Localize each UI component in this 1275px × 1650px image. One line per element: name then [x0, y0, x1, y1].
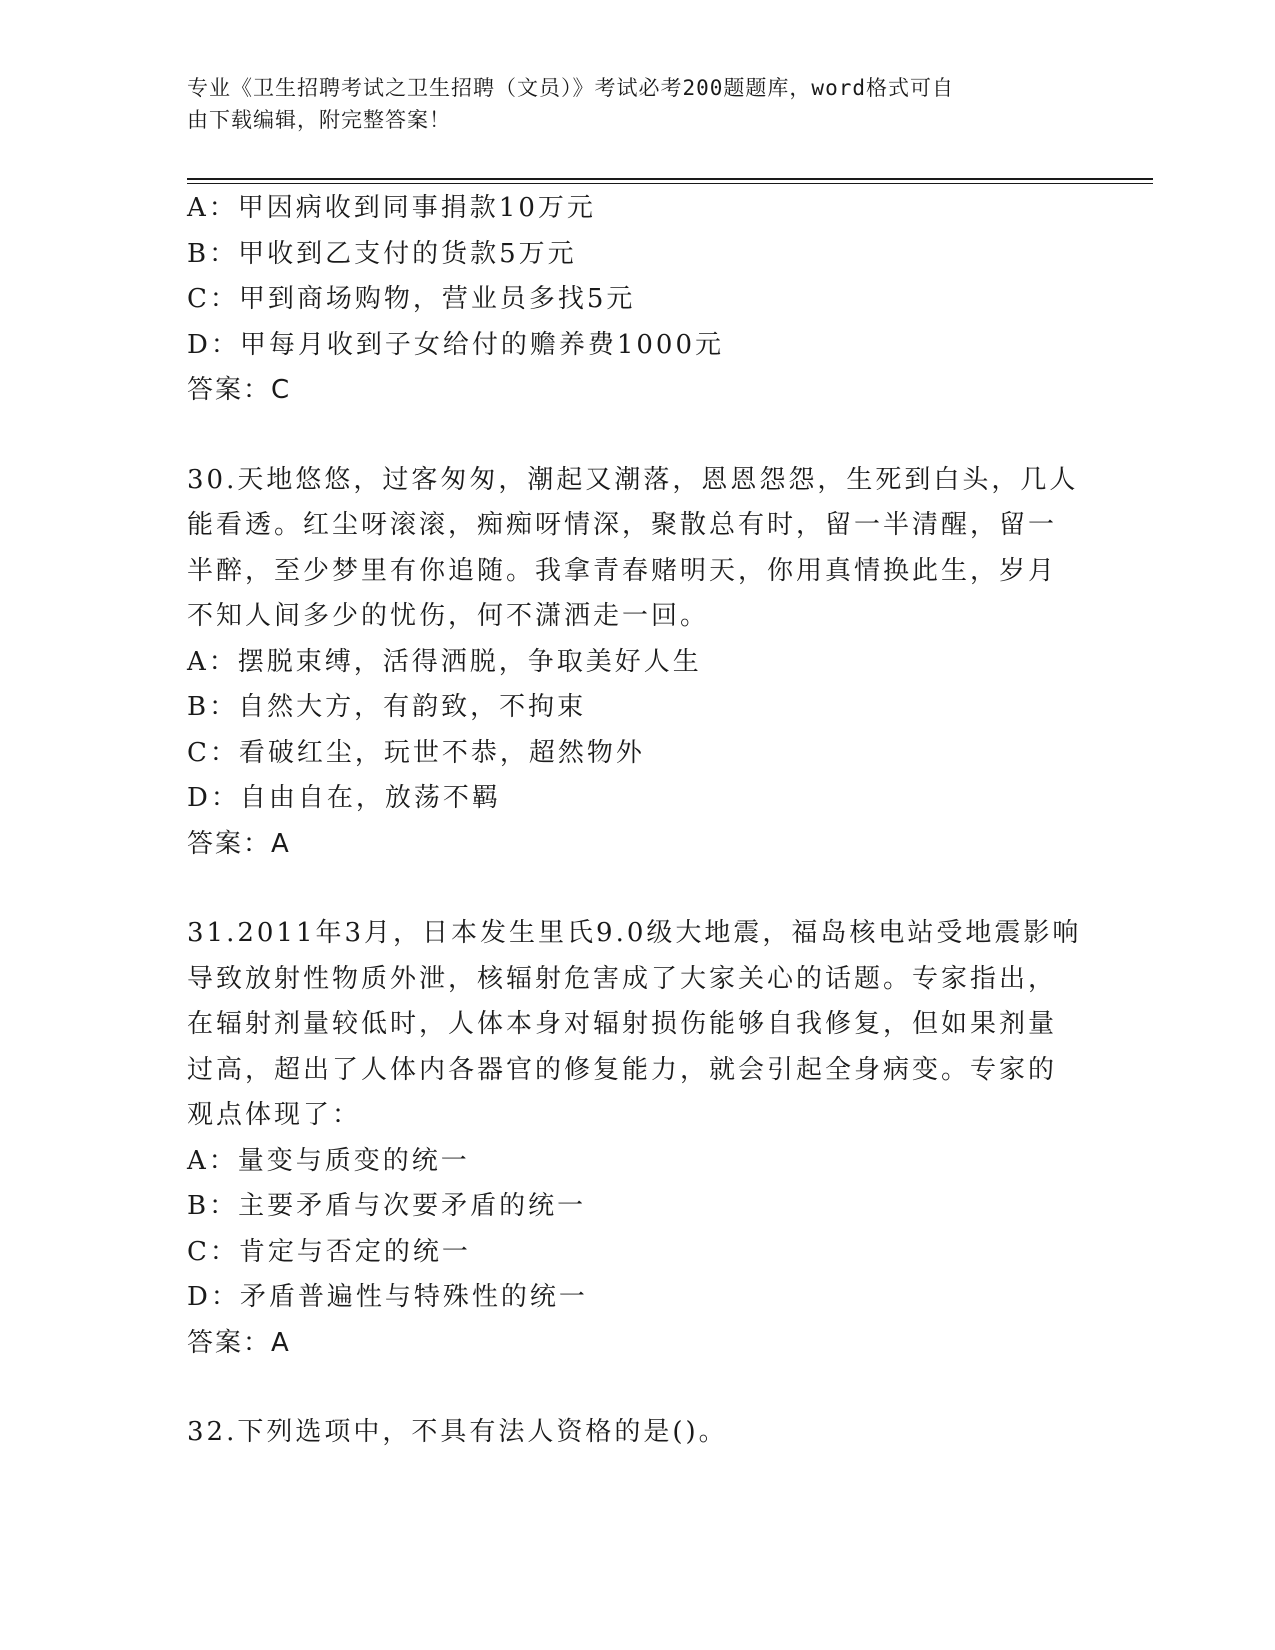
question-31: [187, 911, 1087, 1366]
option-b: B：甲收到乙支付的货款5万元: [187, 238, 577, 269]
document-body: [187, 186, 1087, 1456]
question-30-stem: [187, 458, 1087, 640]
option-d: D：自由自在，放荡不羁: [187, 783, 501, 813]
spacer: [187, 867, 1087, 911]
option-c: C：看破红尘，玩世不恭，超然物外: [187, 737, 645, 768]
option-d: D：矛盾普遍性与特殊性的统一: [187, 1282, 588, 1312]
stem-line: 在辐射剂量较低时，人体本身对辐射损伤能够自我修复，但如果剂量: [187, 1009, 1058, 1039]
option-d: D：甲每月收到子女给付的赡养费1000元: [187, 329, 725, 360]
document-header: [187, 72, 1067, 136]
stem-line: 不知人间多少的忧伤，何不潇洒走一回。: [187, 601, 710, 631]
stem-line: 能看透。红尘呀滚滚，痴痴呀情深，聚散总有时，留一半清醒，留一: [187, 510, 1058, 540]
header-rule-thick: [187, 178, 1153, 180]
question-31-options: [187, 1139, 1087, 1321]
stem-line: 半醉，至少梦里有你追随。我拿青春赌明天，你用真情换此生，岁月: [187, 555, 1058, 586]
stem-line: 过高，超出了人体内各器官的修复能力，就会引起全身病变。专家的: [187, 1054, 1058, 1085]
question-30: [187, 458, 1087, 868]
question-30-answer: 答案：A: [187, 828, 291, 859]
stem-line: 观点体现了：: [187, 1100, 362, 1130]
question-29-answer: 答案：C: [187, 375, 292, 405]
stem-line: 31.2011年3月，日本发生里氏9.0级大地震，福岛核电站受地震影响: [187, 918, 1082, 948]
question-29: [187, 186, 1087, 414]
question-29-options: [187, 186, 1087, 368]
option-b: B：主要矛盾与次要矛盾的统一: [187, 1191, 587, 1221]
option-b: B：自然大方，有韵致，不拘束: [187, 692, 587, 722]
spacer: [187, 1366, 1087, 1410]
stem-line: 30.天地悠悠，过客匆匆，潮起又潮落，恩恩怨怨，生死到白头，几人: [187, 464, 1079, 495]
option-a: A：摆脱束缚，活得洒脱，争取美好人生: [187, 646, 702, 677]
spacer: [187, 414, 1087, 458]
option-a: A：甲因病收到同事捐款10万元: [187, 193, 596, 223]
header-rule-thin: [187, 183, 1153, 184]
question-31-answer: 答案：A: [187, 1327, 291, 1358]
question-32-stem: [187, 1410, 1087, 1456]
header-line-1: 专业《卫生招聘考试之卫生招聘（文员）》考试必考200题题库，word格式可自: [187, 76, 954, 100]
header-line-2: 由下载编辑，附完整答案！: [187, 108, 451, 132]
option-a: A：量变与质变的统一: [187, 1145, 470, 1176]
question-32: [187, 1410, 1087, 1456]
stem-line: 导致放射性物质外泄，核辐射危害成了大家关心的话题。专家指出，: [187, 963, 1058, 994]
option-c: C：肯定与否定的统一: [187, 1236, 471, 1267]
question-30-options: [187, 640, 1087, 822]
question-31-stem: [187, 911, 1087, 1139]
option-c: C：甲到商场购物，营业员多找5元: [187, 284, 636, 314]
stem-line: 32.下列选项中，不具有法人资格的是()。: [187, 1417, 728, 1447]
